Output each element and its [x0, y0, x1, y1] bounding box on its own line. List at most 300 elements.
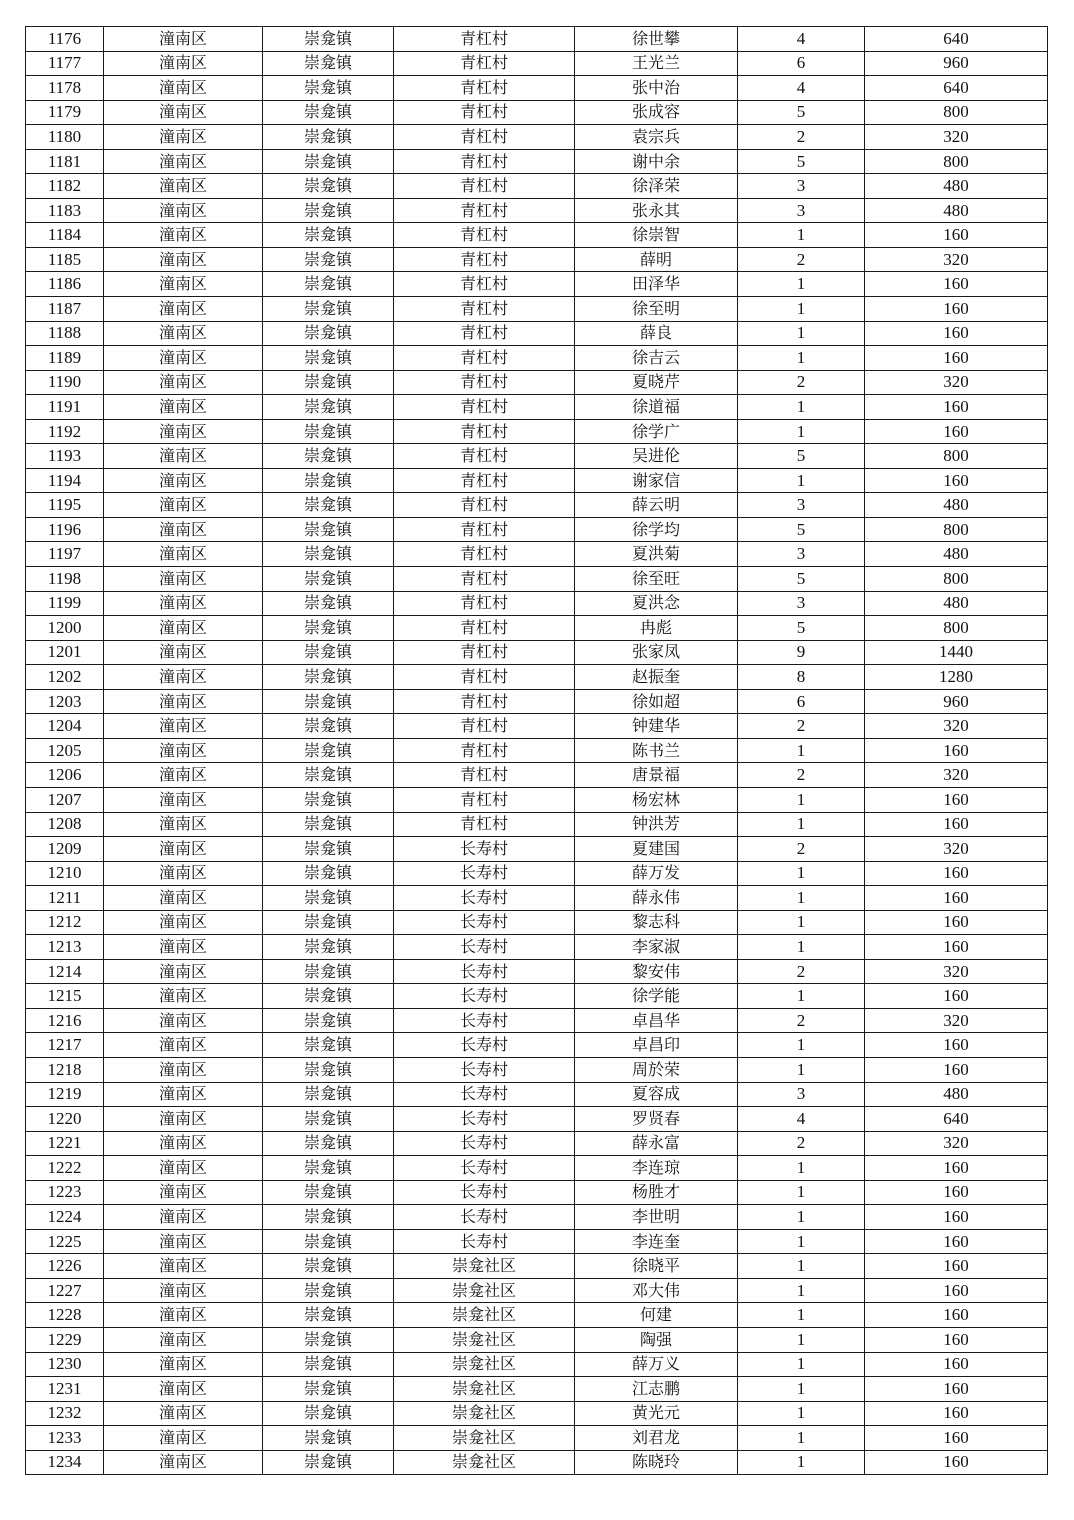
cell-town: 崇龛镇: [263, 1057, 394, 1082]
cell-district: 潼南区: [104, 1082, 263, 1107]
cell-district: 潼南区: [104, 567, 263, 592]
cell-village: 长寿村: [394, 1082, 575, 1107]
cell-row-number: 1179: [26, 100, 104, 125]
cell-name: 罗贤春: [575, 1107, 738, 1132]
cell-town: 崇龛镇: [263, 812, 394, 837]
table-row: [26, 1377, 1048, 1402]
cell-district: 潼南区: [104, 517, 263, 542]
cell-amount: 320: [865, 370, 1048, 395]
cell-name: 钟洪芳: [575, 812, 738, 837]
cell-name: 夏洪念: [575, 591, 738, 616]
cell-row-number: 1224: [26, 1205, 104, 1230]
cell-row-number: 1189: [26, 346, 104, 371]
cell-name: 薛良: [575, 321, 738, 346]
cell-household-size: 1: [738, 1352, 865, 1377]
cell-household-size: 1: [738, 395, 865, 420]
cell-village: 青杠村: [394, 738, 575, 763]
cell-village: 青杠村: [394, 616, 575, 641]
cell-household-size: 1: [738, 1450, 865, 1475]
cell-village: 青杠村: [394, 297, 575, 322]
table-row: [26, 640, 1048, 665]
cell-amount: 640: [865, 1107, 1048, 1132]
cell-amount: 160: [865, 812, 1048, 837]
table-row: [26, 1278, 1048, 1303]
cell-row-number: 1178: [26, 76, 104, 101]
cell-amount: 320: [865, 714, 1048, 739]
cell-district: 潼南区: [104, 1401, 263, 1426]
cell-row-number: 1212: [26, 910, 104, 935]
cell-amount: 800: [865, 444, 1048, 469]
cell-name: 卓昌华: [575, 1008, 738, 1033]
cell-name: 徐至旺: [575, 567, 738, 592]
cell-row-number: 1226: [26, 1254, 104, 1279]
cell-district: 潼南区: [104, 591, 263, 616]
cell-district: 潼南区: [104, 1303, 263, 1328]
cell-name: 江志鹏: [575, 1377, 738, 1402]
cell-district: 潼南区: [104, 738, 263, 763]
cell-amount: 160: [865, 1156, 1048, 1181]
cell-household-size: 5: [738, 100, 865, 125]
table-row: [26, 444, 1048, 469]
cell-name: 陶强: [575, 1327, 738, 1352]
cell-town: 崇龛镇: [263, 714, 394, 739]
cell-village: 青杠村: [394, 714, 575, 739]
cell-row-number: 1185: [26, 247, 104, 272]
table-row: [26, 1180, 1048, 1205]
cell-amount: 160: [865, 886, 1048, 911]
cell-village: 青杠村: [394, 787, 575, 812]
cell-household-size: 3: [738, 174, 865, 199]
cell-name: 徐崇智: [575, 223, 738, 248]
cell-amount: 160: [865, 297, 1048, 322]
cell-name: 李连琼: [575, 1156, 738, 1181]
cell-town: 崇龛镇: [263, 1180, 394, 1205]
cell-name: 徐至明: [575, 297, 738, 322]
cell-town: 崇龛镇: [263, 444, 394, 469]
cell-name: 徐学能: [575, 984, 738, 1009]
table-row: [26, 297, 1048, 322]
cell-household-size: 1: [738, 321, 865, 346]
cell-name: 杨宏林: [575, 787, 738, 812]
cell-village: 崇龛社区: [394, 1327, 575, 1352]
cell-household-size: 1: [738, 468, 865, 493]
cell-row-number: 1192: [26, 419, 104, 444]
cell-village: 青杠村: [394, 493, 575, 518]
cell-name: 张永其: [575, 198, 738, 223]
cell-village: 长寿村: [394, 984, 575, 1009]
cell-village: 青杠村: [394, 591, 575, 616]
cell-name: 张中治: [575, 76, 738, 101]
cell-amount: 160: [865, 910, 1048, 935]
cell-amount: 320: [865, 1008, 1048, 1033]
cell-amount: 160: [865, 1352, 1048, 1377]
cell-household-size: 1: [738, 910, 865, 935]
cell-row-number: 1191: [26, 395, 104, 420]
cell-row-number: 1227: [26, 1278, 104, 1303]
cell-row-number: 1176: [26, 27, 104, 52]
table-row: [26, 1426, 1048, 1451]
cell-name: 李家淑: [575, 935, 738, 960]
cell-row-number: 1216: [26, 1008, 104, 1033]
table-row: [26, 689, 1048, 714]
cell-row-number: 1205: [26, 738, 104, 763]
table-row: [26, 1254, 1048, 1279]
cell-village: 青杠村: [394, 517, 575, 542]
cell-household-size: 1: [738, 886, 865, 911]
table-row: [26, 125, 1048, 150]
cell-household-size: 1: [738, 1303, 865, 1328]
cell-amount: 320: [865, 125, 1048, 150]
cell-household-size: 1: [738, 812, 865, 837]
cell-household-size: 5: [738, 517, 865, 542]
table-row: [26, 174, 1048, 199]
cell-town: 崇龛镇: [263, 346, 394, 371]
cell-name: 田泽华: [575, 272, 738, 297]
table-row: [26, 763, 1048, 788]
cell-amount: 160: [865, 861, 1048, 886]
cell-town: 崇龛镇: [263, 198, 394, 223]
cell-district: 潼南区: [104, 223, 263, 248]
cell-household-size: 1: [738, 297, 865, 322]
cell-town: 崇龛镇: [263, 1008, 394, 1033]
cell-row-number: 1207: [26, 787, 104, 812]
cell-amount: 160: [865, 419, 1048, 444]
cell-household-size: 1: [738, 272, 865, 297]
table-row: [26, 1033, 1048, 1058]
cell-name: 周於荣: [575, 1057, 738, 1082]
cell-row-number: 1184: [26, 223, 104, 248]
cell-household-size: 1: [738, 1254, 865, 1279]
cell-district: 潼南区: [104, 247, 263, 272]
cell-row-number: 1198: [26, 567, 104, 592]
cell-row-number: 1190: [26, 370, 104, 395]
cell-name: 徐如超: [575, 689, 738, 714]
cell-amount: 480: [865, 1082, 1048, 1107]
cell-amount: 480: [865, 174, 1048, 199]
cell-amount: 160: [865, 935, 1048, 960]
cell-village: 长寿村: [394, 1229, 575, 1254]
cell-district: 潼南区: [104, 1229, 263, 1254]
cell-village: 长寿村: [394, 886, 575, 911]
cell-town: 崇龛镇: [263, 542, 394, 567]
cell-name: 薛永富: [575, 1131, 738, 1156]
table-row: [26, 886, 1048, 911]
cell-village: 青杠村: [394, 100, 575, 125]
cell-name: 谢中余: [575, 149, 738, 174]
cell-village: 长寿村: [394, 1033, 575, 1058]
cell-household-size: 1: [738, 1156, 865, 1181]
cell-village: 青杠村: [394, 27, 575, 52]
cell-household-size: 1: [738, 346, 865, 371]
cell-row-number: 1194: [26, 468, 104, 493]
cell-district: 潼南区: [104, 297, 263, 322]
cell-village: 青杠村: [394, 763, 575, 788]
cell-name: 夏洪菊: [575, 542, 738, 567]
cell-household-size: 3: [738, 1082, 865, 1107]
cell-name: 冉彪: [575, 616, 738, 641]
cell-amount: 160: [865, 272, 1048, 297]
cell-amount: 320: [865, 837, 1048, 862]
cell-name: 何建: [575, 1303, 738, 1328]
cell-amount: 960: [865, 51, 1048, 76]
cell-town: 崇龛镇: [263, 297, 394, 322]
cell-amount: 160: [865, 1426, 1048, 1451]
cell-village: 青杠村: [394, 395, 575, 420]
cell-household-size: 1: [738, 1327, 865, 1352]
cell-village: 长寿村: [394, 1107, 575, 1132]
cell-district: 潼南区: [104, 886, 263, 911]
cell-amount: 160: [865, 1180, 1048, 1205]
table-row: [26, 1229, 1048, 1254]
cell-district: 潼南区: [104, 935, 263, 960]
cell-row-number: 1234: [26, 1450, 104, 1475]
cell-amount: 800: [865, 149, 1048, 174]
cell-name: 薛永伟: [575, 886, 738, 911]
cell-amount: 160: [865, 787, 1048, 812]
cell-name: 徐世攀: [575, 27, 738, 52]
cell-town: 崇龛镇: [263, 787, 394, 812]
cell-amount: 160: [865, 321, 1048, 346]
cell-district: 潼南区: [104, 910, 263, 935]
table-row: [26, 1327, 1048, 1352]
cell-amount: 480: [865, 542, 1048, 567]
cell-town: 崇龛镇: [263, 1401, 394, 1426]
cell-district: 潼南区: [104, 76, 263, 101]
cell-name: 杨胜才: [575, 1180, 738, 1205]
cell-amount: 160: [865, 1377, 1048, 1402]
cell-amount: 160: [865, 1327, 1048, 1352]
cell-district: 潼南区: [104, 321, 263, 346]
cell-district: 潼南区: [104, 787, 263, 812]
cell-district: 潼南区: [104, 1205, 263, 1230]
cell-village: 崇龛社区: [394, 1426, 575, 1451]
cell-town: 崇龛镇: [263, 27, 394, 52]
cell-village: 青杠村: [394, 370, 575, 395]
table-row: [26, 787, 1048, 812]
cell-amount: 640: [865, 76, 1048, 101]
cell-district: 潼南区: [104, 1377, 263, 1402]
cell-town: 崇龛镇: [263, 1156, 394, 1181]
cell-household-size: 2: [738, 959, 865, 984]
table-row: [26, 591, 1048, 616]
cell-amount: 640: [865, 27, 1048, 52]
cell-row-number: 1199: [26, 591, 104, 616]
cell-amount: 160: [865, 468, 1048, 493]
cell-row-number: 1183: [26, 198, 104, 223]
table-row: [26, 1303, 1048, 1328]
cell-town: 崇龛镇: [263, 493, 394, 518]
cell-amount: 160: [865, 984, 1048, 1009]
table-row: [26, 984, 1048, 1009]
table-row: [26, 861, 1048, 886]
cell-town: 崇龛镇: [263, 959, 394, 984]
cell-village: 崇龛社区: [394, 1278, 575, 1303]
cell-district: 潼南区: [104, 1057, 263, 1082]
cell-row-number: 1201: [26, 640, 104, 665]
cell-row-number: 1193: [26, 444, 104, 469]
cell-village: 长寿村: [394, 861, 575, 886]
cell-district: 潼南区: [104, 1254, 263, 1279]
cell-town: 崇龛镇: [263, 1033, 394, 1058]
cell-amount: 160: [865, 1450, 1048, 1475]
cell-district: 潼南区: [104, 125, 263, 150]
cell-name: 谢家信: [575, 468, 738, 493]
cell-household-size: 1: [738, 738, 865, 763]
cell-village: 崇龛社区: [394, 1254, 575, 1279]
cell-district: 潼南区: [104, 149, 263, 174]
cell-town: 崇龛镇: [263, 125, 394, 150]
cell-district: 潼南区: [104, 419, 263, 444]
cell-town: 崇龛镇: [263, 174, 394, 199]
cell-town: 崇龛镇: [263, 616, 394, 641]
cell-village: 青杠村: [394, 567, 575, 592]
cell-district: 潼南区: [104, 1450, 263, 1475]
cell-district: 潼南区: [104, 370, 263, 395]
cell-row-number: 1210: [26, 861, 104, 886]
table-row: [26, 959, 1048, 984]
cell-name: 黎安伟: [575, 959, 738, 984]
cell-village: 青杠村: [394, 444, 575, 469]
cell-amount: 160: [865, 738, 1048, 763]
cell-row-number: 1220: [26, 1107, 104, 1132]
cell-village: 长寿村: [394, 1156, 575, 1181]
cell-town: 崇龛镇: [263, 1303, 394, 1328]
cell-row-number: 1211: [26, 886, 104, 911]
cell-village: 崇龛社区: [394, 1303, 575, 1328]
cell-amount: 480: [865, 198, 1048, 223]
cell-row-number: 1231: [26, 1377, 104, 1402]
table-row: [26, 665, 1048, 690]
cell-amount: 160: [865, 223, 1048, 248]
cell-town: 崇龛镇: [263, 370, 394, 395]
cell-household-size: 9: [738, 640, 865, 665]
cell-row-number: 1197: [26, 542, 104, 567]
cell-name: 李世明: [575, 1205, 738, 1230]
cell-household-size: 2: [738, 1131, 865, 1156]
cell-town: 崇龛镇: [263, 247, 394, 272]
cell-district: 潼南区: [104, 812, 263, 837]
cell-town: 崇龛镇: [263, 419, 394, 444]
cell-town: 崇龛镇: [263, 1131, 394, 1156]
cell-name: 袁宗兵: [575, 125, 738, 150]
cell-row-number: 1221: [26, 1131, 104, 1156]
cell-amount: 160: [865, 346, 1048, 371]
cell-district: 潼南区: [104, 395, 263, 420]
cell-district: 潼南区: [104, 27, 263, 52]
cell-household-size: 1: [738, 984, 865, 1009]
cell-household-size: 1: [738, 935, 865, 960]
cell-district: 潼南区: [104, 1131, 263, 1156]
cell-name: 黄光元: [575, 1401, 738, 1426]
cell-row-number: 1200: [26, 616, 104, 641]
cell-village: 青杠村: [394, 174, 575, 199]
table-row: [26, 1352, 1048, 1377]
cell-amount: 160: [865, 1057, 1048, 1082]
cell-town: 崇龛镇: [263, 1278, 394, 1303]
cell-district: 潼南区: [104, 51, 263, 76]
cell-town: 崇龛镇: [263, 1352, 394, 1377]
cell-town: 崇龛镇: [263, 517, 394, 542]
cell-district: 潼南区: [104, 346, 263, 371]
cell-row-number: 1203: [26, 689, 104, 714]
table-row: [26, 517, 1048, 542]
cell-name: 薛万义: [575, 1352, 738, 1377]
cell-town: 崇龛镇: [263, 76, 394, 101]
table-row: [26, 910, 1048, 935]
cell-name: 徐学广: [575, 419, 738, 444]
cell-town: 崇龛镇: [263, 100, 394, 125]
cell-household-size: 5: [738, 567, 865, 592]
cell-village: 长寿村: [394, 1057, 575, 1082]
table-row: [26, 149, 1048, 174]
cell-row-number: 1187: [26, 297, 104, 322]
cell-row-number: 1188: [26, 321, 104, 346]
table-row: [26, 542, 1048, 567]
cell-household-size: 1: [738, 419, 865, 444]
cell-row-number: 1177: [26, 51, 104, 76]
cell-district: 潼南区: [104, 493, 263, 518]
cell-household-size: 2: [738, 714, 865, 739]
cell-village: 长寿村: [394, 959, 575, 984]
cell-village: 长寿村: [394, 1180, 575, 1205]
data-table: [25, 26, 1048, 1475]
table-row: [26, 1131, 1048, 1156]
cell-district: 潼南区: [104, 468, 263, 493]
cell-district: 潼南区: [104, 1278, 263, 1303]
cell-name: 黎志科: [575, 910, 738, 935]
cell-name: 夏容成: [575, 1082, 738, 1107]
cell-amount: 320: [865, 1131, 1048, 1156]
cell-household-size: 1: [738, 1057, 865, 1082]
cell-district: 潼南区: [104, 1327, 263, 1352]
cell-village: 崇龛社区: [394, 1450, 575, 1475]
cell-household-size: 1: [738, 1426, 865, 1451]
cell-town: 崇龛镇: [263, 272, 394, 297]
cell-amount: 800: [865, 567, 1048, 592]
cell-amount: 800: [865, 616, 1048, 641]
cell-village: 青杠村: [394, 223, 575, 248]
cell-village: 青杠村: [394, 665, 575, 690]
cell-name: 吴进伦: [575, 444, 738, 469]
cell-household-size: 4: [738, 27, 865, 52]
cell-village: 青杠村: [394, 419, 575, 444]
cell-amount: 160: [865, 1229, 1048, 1254]
cell-amount: 480: [865, 591, 1048, 616]
table-row: [26, 370, 1048, 395]
cell-town: 崇龛镇: [263, 861, 394, 886]
cell-town: 崇龛镇: [263, 837, 394, 862]
cell-village: 青杠村: [394, 272, 575, 297]
cell-household-size: 1: [738, 1205, 865, 1230]
cell-village: 青杠村: [394, 76, 575, 101]
cell-row-number: 1213: [26, 935, 104, 960]
cell-amount: 800: [865, 100, 1048, 125]
cell-household-size: 2: [738, 837, 865, 862]
table-row: [26, 223, 1048, 248]
cell-name: 唐景福: [575, 763, 738, 788]
table-row: [26, 1082, 1048, 1107]
cell-town: 崇龛镇: [263, 1450, 394, 1475]
table-row: [26, 1156, 1048, 1181]
cell-amount: 320: [865, 247, 1048, 272]
cell-amount: 800: [865, 517, 1048, 542]
table-row: [26, 1401, 1048, 1426]
cell-household-size: 5: [738, 616, 865, 641]
cell-household-size: 1: [738, 1401, 865, 1426]
cell-district: 潼南区: [104, 616, 263, 641]
cell-town: 崇龛镇: [263, 468, 394, 493]
cell-town: 崇龛镇: [263, 689, 394, 714]
